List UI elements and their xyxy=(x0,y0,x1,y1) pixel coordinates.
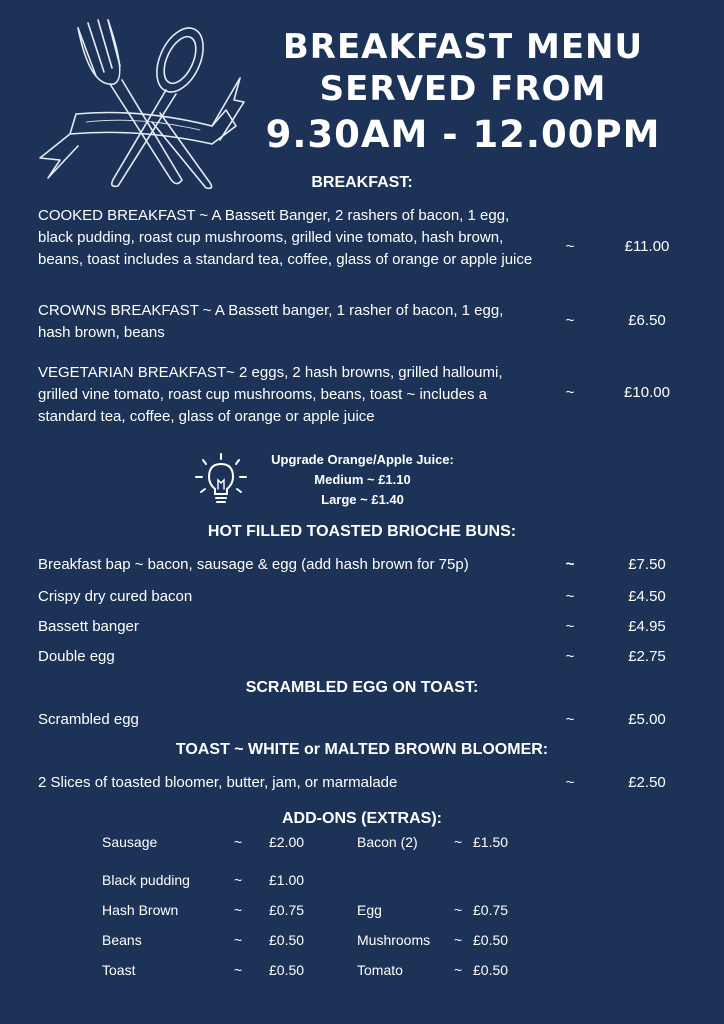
juice-upgrade-medium: Medium ~ £1.10 xyxy=(314,472,411,487)
toast-item-price: £2.50 xyxy=(628,774,666,791)
breakfast-item-cooked-sep: ~ xyxy=(565,238,575,255)
addon-price: £0.50 xyxy=(473,932,509,948)
addon-sep: ~ xyxy=(454,902,463,918)
brioche-item-name: Bassett banger xyxy=(38,618,139,635)
toast-heading: TOAST ~ WHITE or MALTED BROWN BLOOMER: xyxy=(175,741,549,758)
brioche-item-price: £4.95 xyxy=(628,618,666,635)
brioche-item-name: Double egg xyxy=(38,648,115,665)
ribbon-banner xyxy=(40,78,244,178)
brioche-item-sep: ~ xyxy=(565,648,575,665)
addon-sep: ~ xyxy=(234,872,243,888)
menu-title: BREAKFAST MENU xyxy=(282,27,644,67)
scrambled-item-sep: ~ xyxy=(565,711,575,728)
addon-name: Black pudding xyxy=(102,872,190,888)
addon-price: £1.00 xyxy=(269,872,305,888)
breakfast-item-vegetarian-price: £10.00 xyxy=(624,384,670,401)
scrambled-item-name: Scrambled egg xyxy=(38,711,139,728)
serving-hours: 9.30AM - 12.00PM xyxy=(265,113,661,156)
brioche-item-sep: ~ xyxy=(565,618,575,635)
addon-price: £0.75 xyxy=(269,902,305,918)
breakfast-item-crowns-desc: CROWNS BREAKFAST ~ A Bassett banger, 1 rasher of bacon, 1 egg, hash brown, beans xyxy=(38,302,504,341)
addon-name: Egg xyxy=(357,902,382,918)
cutlery-banner-illustration xyxy=(30,18,245,193)
addon-name: Beans xyxy=(102,932,142,948)
breakfast-item-crowns-price: £6.50 xyxy=(628,312,666,329)
toast-item-sep: ~ xyxy=(565,774,575,791)
brioche-item-price: £7.50 xyxy=(628,556,666,573)
brioche-item-sep: ~ xyxy=(565,556,575,573)
addon-sep: ~ xyxy=(454,962,463,978)
addon-price: £0.75 xyxy=(473,902,509,918)
addon-name: Toast xyxy=(102,962,136,978)
breakfast-item-cooked-desc: COOKED BREAKFAST ~ A Bassett Banger, 2 rashers of bacon, 1 egg, black pudding, roast cup mushrooms, grilled vine tomato, hash brown, beans, toast includes a standard tea, coffee, glass of orange or apple juice xyxy=(38,207,533,268)
addon-name: Bacon (2) xyxy=(357,834,418,850)
brioche-item-price: £2.75 xyxy=(628,648,666,665)
addon-sep: ~ xyxy=(454,834,463,850)
brioche-item-name: Breakfast bap ~ bacon, sausage & egg (add hash brown for 75p) xyxy=(38,556,469,573)
juice-upgrade-large: Large ~ £1.40 xyxy=(321,492,404,507)
scrambled-item-price: £5.00 xyxy=(628,711,666,728)
served-from-label: SERVED FROM xyxy=(319,69,607,109)
brioche-heading: HOT FILLED TOASTED BRIOCHE BUNS: xyxy=(207,523,517,540)
breakfast-heading: BREAKFAST: xyxy=(311,174,413,191)
breakfast-item-crowns-sep: ~ xyxy=(565,312,575,329)
brioche-item-name: Crispy dry cured bacon xyxy=(38,588,193,605)
breakfast-item-cooked-price: £11.00 xyxy=(624,238,670,255)
addon-name: Sausage xyxy=(102,834,158,850)
addon-sep: ~ xyxy=(234,902,243,918)
addon-price: £0.50 xyxy=(269,962,305,978)
scrambled-heading: SCRAMBLED EGG ON TOAST: xyxy=(245,679,479,696)
brioche-item-price: £4.50 xyxy=(628,588,666,605)
addon-sep: ~ xyxy=(234,932,243,948)
addons-heading: ADD-ONS (EXTRAS): xyxy=(282,810,442,827)
juice-upgrade-title: Upgrade Orange/Apple Juice: xyxy=(271,452,454,467)
addon-price: £1.50 xyxy=(473,834,509,850)
breakfast-item-vegetarian-desc: VEGETARIAN BREAKFAST~ 2 eggs, 2 hash browns, grilled halloumi, grilled vine tomato, roast cup mushrooms, beans, toast ~ includes a standard tea, coffee, glass of orange or apple juice xyxy=(38,364,503,425)
addon-sep: ~ xyxy=(234,834,243,850)
addon-sep: ~ xyxy=(454,932,463,948)
lightbulb-icon xyxy=(193,452,249,508)
addon-sep: ~ xyxy=(234,962,243,978)
addon-price: £0.50 xyxy=(269,932,305,948)
spoon-icon xyxy=(112,21,213,187)
addon-name: Hash Brown xyxy=(102,902,179,918)
addon-price: £2.00 xyxy=(269,834,305,850)
addon-name: Mushrooms xyxy=(357,932,431,948)
breakfast-item-vegetarian-sep: ~ xyxy=(565,384,575,401)
brioche-item-sep: ~ xyxy=(565,588,575,605)
addon-price: £0.50 xyxy=(473,962,509,978)
addon-name: Tomato xyxy=(357,962,403,978)
toast-item-name: 2 Slices of toasted bloomer, butter, jam, or marmalade xyxy=(38,774,398,791)
